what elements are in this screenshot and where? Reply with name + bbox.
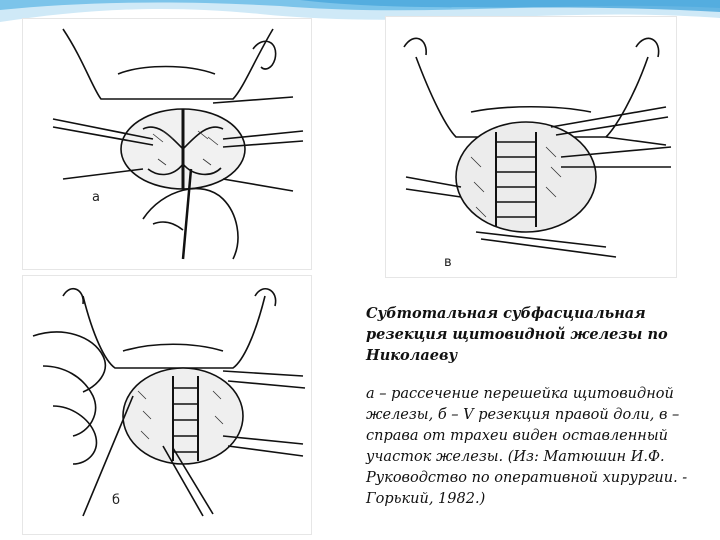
caption-text: а – рассечение перешейка щитовидной железы, б – V резекция правой доли, в – справа от трахеи виден оставленный участок железы. (Из: Матюшин И.Ф. Руководство по оперативной хирургии. - Горький, 1982.) <box>366 386 688 507</box>
illustration-panel-a <box>22 18 312 270</box>
figure-label-b: б <box>112 493 121 508</box>
figure-label-v: в <box>444 255 452 270</box>
caption-title: Субтотальная субфасциальная резекция щитовидной железы по Николаеву <box>366 305 668 364</box>
figure-caption <box>366 303 702 510</box>
surgery-illustration-v <box>386 17 676 277</box>
surgery-illustration-b <box>23 276 311 534</box>
surgery-illustration-a <box>23 19 311 269</box>
illustration-panel-b <box>22 275 312 535</box>
illustration-panel-v <box>385 16 677 278</box>
figure-label-a: а <box>92 190 100 205</box>
